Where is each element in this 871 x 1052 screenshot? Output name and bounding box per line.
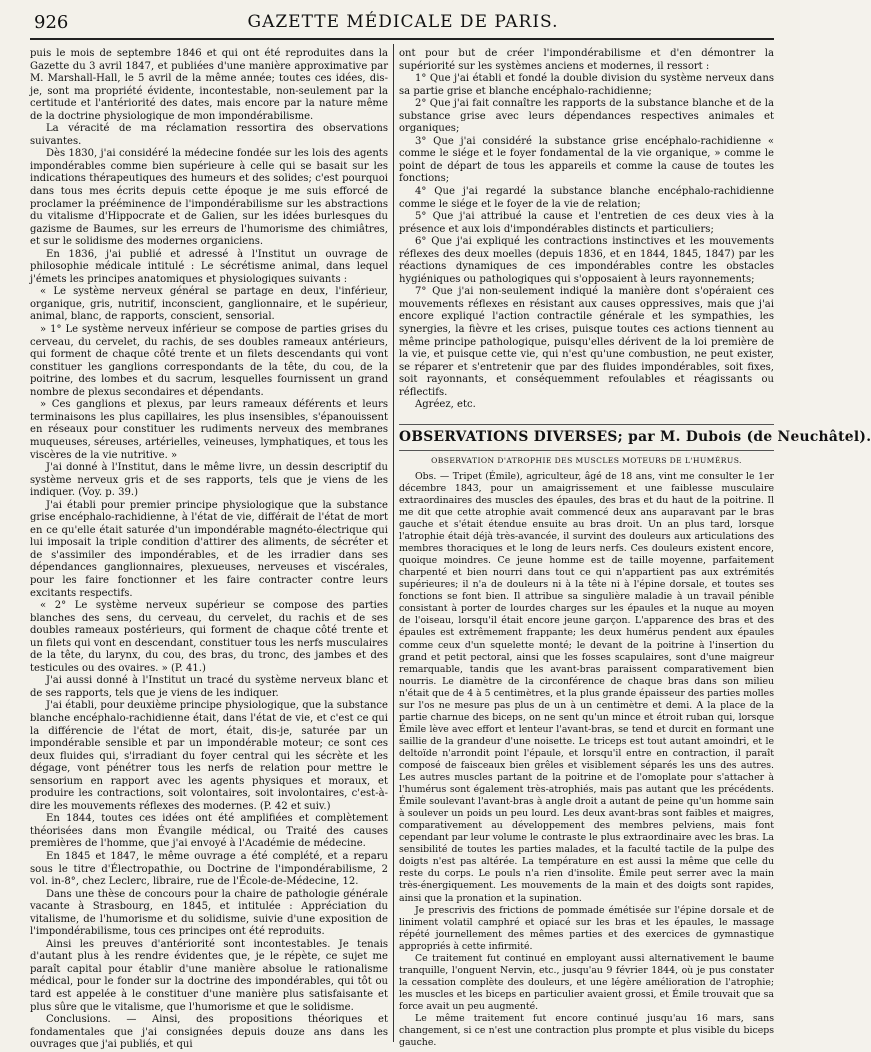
paragraph: Dès 1830, j'ai considéré la médecine fondée sur les lois des agents impondérables comme bien supérieure à celle qui se basait sur les indications thérapeutiques des humeurs et des solides; c'est pourquoi dans tous mes écrits depuis cette époque je me suis efforcé de proclamer la prééminence de l'impondérabilisme sur les abstractions du vitalisme d'Hippocrate et de Galien, sur les idées burlesques du gazisme de Baumes, sur les erreurs de l'humorisme des chimiâtres, et sur le solidisme des modernes organiciens. <box>30 148 388 248</box>
paragraph: J'ai établi, pour deuxième principe physiologique, que la substance blanche encéphalo-rachidienne était, dans l'état de vie, et c'est ce qui la différencie de l'état de mort, était, dis-je, saturée par un impondérable sensible et par un impondérable moteur; ce sont ces deux fluides qui, s'irradiant du foyer central qui les sécrète et les dégage, vont pénétrer tous les nerfs de relation pour mettre le sensorium en rapport avec les agents physiques et moraux, et produire les contractions, soit volontaires, soit involontaires, c'est-à-dire les mouvements réflexes des modernes. (P. 42 et suiv.) <box>30 700 388 812</box>
paragraph: 3° Que j'ai considéré la substance grise encéphalo-rachidienne « comme le siége et le foyer fondamental de la vie organique, » comme le point de départ de tous les appareils et comme la cause de toutes les fonctions; <box>399 135 774 185</box>
observation-body <box>399 471 774 1049</box>
paragraph: En 1845 et 1847, le même ouvrage a été complété, et a reparu sous le titre d'Électropathie, ou Doctrine de l'impondérabilisme, 2 vol. in-8°, chez Leclerc, libraire, rue de l'École-de-Médecine, 12. <box>30 851 388 888</box>
header-rule <box>30 38 774 40</box>
paragraph: Agréez, etc. <box>415 399 476 411</box>
paragraph: » 1° Le système nerveux inférieur se compose de parties grises du cerveau, du cervelet, du rachis, de ses doubles rameaux antérieurs, qui forment de chaque côté trente et un filets descendants qui vont constituer les ganglions correspondants de la tête, du cou, de la poitrine, des lombes et du sacrum, lesquelles fournissent un grand nombre de plexus secondaires et dépendants. <box>30 324 388 398</box>
paragraph: « Le système nerveux général se partage en deux, l'inférieur, organique, gris, nutritif, inconscient, ganglionnaire, et le supérieur, animal, blanc, de rapports, conscient, sensorial. <box>30 286 388 323</box>
paragraph: J'ai établi pour premier principe physiologique que la substance grise encéphalo-rachidienne, à l'état de vie, différait de l'état de mort en ce qu'elle était saturée d'un impondérable magnéto-électrique qui lui imposait la triple condition d'attirer des aliments, de sécréter et de s'assimiler des impondérables, et de les irradier dans ses dépendances ganglionnaires, plexueuses, nerveuses et viscérales, pour les faire fonctionner et les faire contracter contre leurs excitants respectifs. <box>30 499 388 599</box>
section-title: OBSERVATIONS DIVERSES; par M. Dubois (de Neuchâtel). <box>399 424 774 451</box>
paragraph: La véracité de ma réclamation ressortira des observations suivantes. <box>30 123 388 147</box>
page-number: 926 <box>34 12 69 33</box>
paragraph: 5° Que j'ai attribué la cause et l'entretien de ces deux vies à la présence et aux lois d'impondérables distincts et particuliers; <box>399 211 774 235</box>
page-header <box>34 10 772 38</box>
paragraph: Ce traitement fut continué en employant aussi alternativement le baume tranquille, l'onguent Nervin, etc., jusqu'au 9 février 1844, où je pus constater la cessation complète des douleurs, et une légère amélioration de l'atrophie; les muscles et les biceps en particulier avaient grossi, et Émile trouvait que sa force avait un peu augmenté. <box>399 952 774 1012</box>
paragraph: Je prescrivis des frictions de pommade émétisée sur l'épine dorsale et de liniment volatil camphré et opiacé sur les bras et les épaules, le massage répété journellement des mêmes parties et des exercices de gymnastique appropriés à cette infirmité. <box>399 904 774 952</box>
paragraph: En 1844, toutes ces idées ont été amplifiées et complètement théorisées dans mon Évangile médical, ou Traité des causes premières de l'homme, que j'ai envoyé à l'Académie de médecine. <box>30 813 388 850</box>
right-column-letter <box>399 48 774 412</box>
paragraph: J'ai aussi donné à l'Institut un tracé du système nerveux blanc et de ses rapports, tels que je viens de les indiquer. <box>30 675 388 699</box>
paragraph: 7° Que j'ai non-seulement indiqué la manière dont s'opéraient ces mouvements réflexes en résistant aux causes oppressives, mais que j'ai encore expliqué l'action contractile générale et les sympathies, les synergies, la fièvre et les crises, puisque toutes ces actions tiennent au même principe pathologique, puisqu'elles dérivent de la loi première de la vie, et puisque cette vie, qui n'est qu'une combustion, ne peut exister, se réparer et s'entretenir que par des fluides impondérables, soit fixes, soit rayonnants, et conséquemment refoulables et réagissants ou réflectifs. <box>399 286 774 398</box>
paragraph: 2° Que j'ai fait connaître les rapports de la substance blanche et de la substance grise avec leurs dépendances respectives animales et organiques; <box>399 98 774 135</box>
paragraph: Ainsi les preuves d'antériorité sont incontestables. Je tenais d'autant plus à les rendre évidentes que, je le répète, ce sujet me paraît capital pour établir d'une manière absolue le rationalisme médical, pour le fonder sur la doctrine des impondérables, qui tôt ou tard est appelée à le constituer d'une manière plus satisfaisante et plus sûre que le vitalisme, que l'humorisme et que le solidisme. <box>30 938 388 1013</box>
paragraph: Obs. — Tripet (Émile), agriculteur, âgé de 18 ans, vint me consulter le 1er décembre 1843, pour un amaigrissement et une faiblesse musculaire extraordinaires des muscles des épaules, des bras et du haut de la poitrine. Il me dit que cette atrophie avait commencé deux ans auparavant par le bras gauche et s'était étendue ensuite au bras droit. Un an plus tard, lorsque l'atrophie était déjà très-avancée, il survint des douleurs aux articulations des membres thoraciques et le long de leurs nerfs. Ces douleurs existent encore, quoique moindres. Ce jeune homme est de taille moyenne, parfaitement charpenté et bien nourri dans tout ce qui n'appartient pas aux extrémités supérieures; il n'a de douleurs ni à la tête ni à l'épine dorsale, et toutes ses fonctions se font bien. Il attribue sa singulière maladie à un travail pénible consistant à porter de lourdes charges sur les épaules et la nuque au moyen de l'oiseau, lorsqu'il était encore jeune garçon. L'apparence des bras et des épaules est extrêmement frappante; les deux humérus pendent aux épaules comme ceux d'un squelette monté; le devant de la poitrine à l'insertion du grand et petit pectoral, ainsi que les fosses scapulaires, sont d'une maigreur remarquable, tandis que les avant-bras paraissent comparativement bien nourris. Le diamètre de la circonférence de chaque bras dans son milieu n'était que de 4 à 5 centimètres, et la plus grande épaisseur des parties molles sur l'os ne mesure pas plus de un à un centimètre et demi. A la place de la partie charnue des biceps, on ne sent qu'un mince et étroit ruban qui, lorsque Émile lève avec effort et lenteur l'avant-bras, se tend et durcit en formant une saillie de la grandeur d'une noisette. Le triceps est tout autant amoindri, et le deltoïde n'arrondit point l'épaule, et lorsqu'il entre en contraction, il paraît composé de faisceaux bien grêles et visiblement séparés les uns des autres. Les autres muscles partant de la poitrine et de l'omoplate pour s'attacher à l'humérus sont également très-atrophiés, mais pas autant que les précédents. Émile soulevant l'avant-bras à angle droit a autant de peine qu'un homme sain à soulever un poids un peu lourd. Les deux avant-bras sont faibles et maigres, comparativement au développement des membres pelviens, mais font cependant par leur volume le contraste le plus extraordinaire avec les bras. La sensibilité de toutes les parties malades, et la faculté tactile de la pulpe des doigts n'est pas altérée. La température en est aussi la même que celle du reste du corps. Le pouls n'a rien d'insolite. Émile peut serrer avec la main très-énergiquement. Les mouvements de la main et des doigts sont rapides, ainsi que la pronation et la supination. <box>399 470 774 904</box>
paragraph: Dans une thèse de concours pour la chaire de pathologie générale vacante à Strasbourg, en 1845, et intitulée : Appréciation du vitalisme, de l'humorisme et du solidisme, suivie d'une exposition de l'impondérabilisme, tous ces principes ont été reproduits. <box>30 888 388 938</box>
journal-title: GAZETTE MÉDICALE DE PARIS. <box>247 12 559 32</box>
paragraph: En 1836, j'ai publié et adressé à l'Institut un ouvrage de philosophie médicale intitulé : Le sécrétisme animal, dans lequel j'émets les principes anatomiques et physiologiques suivants : <box>30 248 388 285</box>
paragraph: Conclusions. — Ainsi, des propositions théoriques et fondamentales que j'ai consignées depuis douze ans dans les ouvrages que j'ai publiés, et qui <box>30 1014 388 1051</box>
paragraph: ont pour but de créer l'impondérabilisme et d'en démontrer la supériorité sur les systèmes anciens et modernes, il ressort : <box>399 48 774 72</box>
paragraph: « 2° Le système nerveux supérieur se compose des parties blanches des sens, du cerveau, du cervelet, du rachis et de ses doubles rameaux postérieurs, qui forment de chaque côté trente et un filets qui vont en descendant, constituer tous les nerfs musculaires de la tête, du larynx, du cou, des bras, du tronc, des jambes et des testicules ou des ovaires. » (P. 41.) <box>30 600 388 674</box>
paragraph: 1° Que j'ai établi et fondé la double division du système nerveux dans sa partie grise et blanche encéphalo-rachidienne; <box>399 73 774 97</box>
observation-title: OBSERVATION D'ATROPHIE DES MUSCLES MOTEURS DE L'HUMÉRUS. <box>431 455 742 465</box>
paragraph: J'ai donné à l'Institut, dans le même livre, un dessin descriptif du système nerveux gris et de ses rapports, tels que je viens de les indiquer. (Voy. p. 39.) <box>30 462 388 499</box>
right-column <box>399 48 871 1049</box>
paragraph: puis le mois de septembre 1846 et qui ont été reproduites dans la Gazette du 3 avril 1847, et publiées d'une manière approximative par M. Marshall-Hall, le 5 avril de la même année; toutes ces idées, dis-je, sont ma propriété évidente, incontestable, non-seulement par la certitude et l'antériorité des dates, mais encore par la nature même de la doctrine physiologique de mon impondérabilisme. <box>30 48 388 122</box>
paragraph: 6° Que j'ai expliqué les contractions instinctives et les mouvements réflexes des deux moelles (depuis 1836, et en 1844, 1845, 1847) par les réactions dynamiques de ces impondérables contre les obstacles hygiéniques ou pathologiques qui s'opposaient à leurs rayonnements; <box>399 236 774 285</box>
paragraph: » Ces ganglions et plexus, par leurs rameaux déférents et leurs terminaisons les plus capillaires, les plus insensibles, s'épanouissent en réseaux pour constituer les rudiments nerveux des membranes muqueuses, séreuses, artérielles, veineuses, lymphatiques, et tous les viscères de la vie nutritive. » <box>30 399 388 461</box>
paragraph: 4° Que j'ai regardé la substance blanche encéphalo-rachidienne comme le siége et le foyer de la vie de relation; <box>399 186 774 210</box>
paragraph: Le même traitement fut encore continué jusqu'au 16 mars, sans changement, si ce n'est une contraction plus prompte et plus visible du biceps gauche. <box>399 1012 774 1049</box>
column-divider <box>393 44 394 1042</box>
left-column <box>30 48 388 1051</box>
